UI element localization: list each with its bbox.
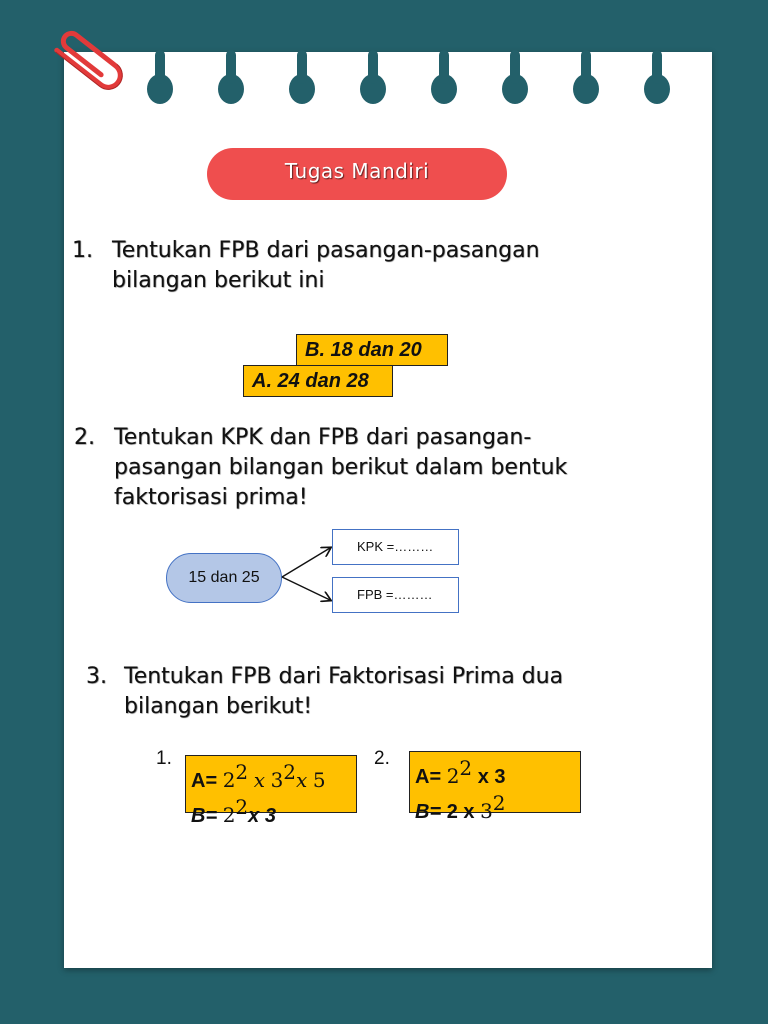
exponent: 2: [235, 760, 249, 784]
label-b: B=: [191, 805, 218, 827]
factorization-line-a: [415, 755, 580, 790]
base: 5: [312, 768, 326, 792]
question-1: [72, 236, 672, 300]
question-number: 1.: [72, 238, 93, 263]
question-3: [86, 662, 686, 726]
factorization-line-b: [415, 790, 580, 825]
base: 2: [222, 768, 236, 792]
binder-hole-icon: [573, 74, 599, 104]
base: 3: [270, 768, 284, 792]
exponent: 2: [235, 795, 249, 819]
label-b: B=: [415, 801, 442, 823]
item-number: 1.: [156, 748, 172, 769]
exponent: 2: [283, 760, 297, 784]
question-text-line: faktorisasi prima!: [114, 485, 308, 510]
times-sign: x: [253, 768, 265, 792]
question-number: 3.: [86, 664, 107, 689]
binder-hole-icon: [360, 74, 386, 104]
question-text-line: pasangan bilangan berikut dalam bentuk: [114, 455, 568, 480]
question-text-line: Tentukan FPB dari pasangan-pasangan: [112, 238, 540, 263]
binder-hole-icon: [431, 74, 457, 104]
page-title: Tugas Mandiri: [207, 148, 507, 200]
base: 3: [480, 799, 493, 823]
question-2: [74, 423, 694, 515]
exponent: 2: [459, 756, 473, 780]
question-text-line: bilangan berikut!: [124, 694, 313, 719]
factor-rest: x 3: [248, 805, 276, 827]
option-a: A. 24 dan 28: [243, 365, 393, 397]
exponent: 2: [492, 791, 506, 815]
fpb-answer-box: FPB =………: [332, 577, 459, 613]
question-text-line: Tentukan KPK dan FPB dari pasangan-: [114, 425, 532, 450]
label-a: A=: [415, 766, 442, 788]
paperclip-icon: [36, 30, 128, 110]
option-b: B. 18 dan 20: [296, 334, 448, 366]
question-text-line: Tentukan FPB dari Faktorisasi Prima dua: [124, 664, 564, 689]
label-a: A=: [191, 770, 218, 792]
factor-rest: x 3: [477, 766, 506, 788]
kpk-answer-box: KPK =………: [332, 529, 459, 565]
base: 2: [446, 764, 460, 788]
binder-hole-icon: [289, 74, 315, 104]
base: 2: [222, 803, 236, 827]
item-number: 2.: [374, 748, 390, 769]
binder-hole-icon: [644, 74, 670, 104]
number-pair-oval: 15 dan 25: [166, 553, 282, 603]
question-text-line: bilangan berikut ini: [112, 268, 325, 293]
factorization-line-a: [191, 759, 356, 794]
branch-arrows: [280, 540, 340, 610]
binder-hole-icon: [502, 74, 528, 104]
times-sign: x: [296, 768, 308, 792]
factorization-box-2: [409, 751, 581, 823]
binder-hole-icon: [218, 74, 244, 104]
factor-pre: 2 x: [446, 801, 475, 823]
factorization-line-b: [191, 794, 356, 829]
factorization-box-1: [185, 755, 357, 827]
question-number: 2.: [74, 425, 95, 450]
binder-hole-icon: [147, 74, 173, 104]
